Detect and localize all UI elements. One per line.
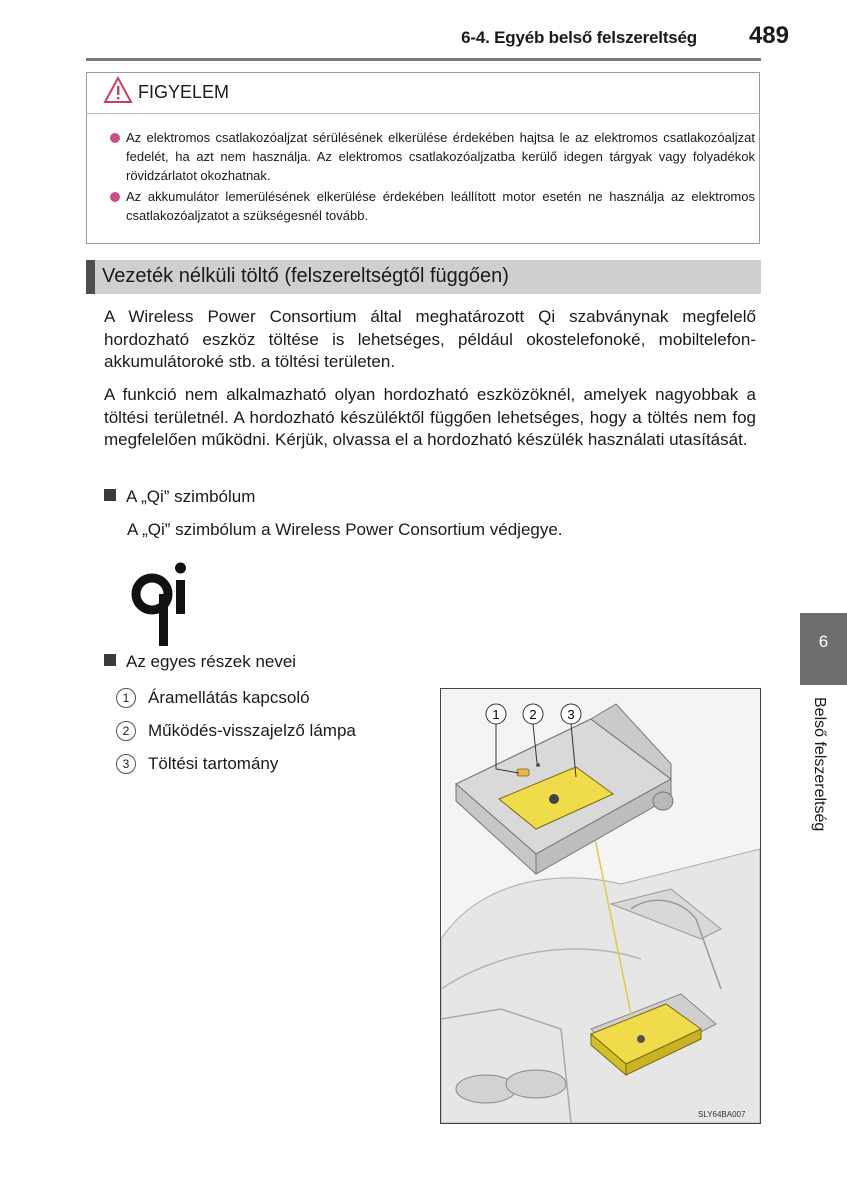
chapter-tab: 6 [800,613,847,685]
callout-number: 2 [116,721,136,741]
part-label: Működés-visszajelző lámpa [148,721,356,740]
callout-number: 3 [116,754,136,774]
warning-divider [86,113,760,114]
chapter-side-title: Belső felszereltség [811,697,828,832]
square-bullet-icon [104,489,116,501]
warning-triangle-icon [103,76,133,109]
running-header-section: 6-4. Egyéb belső felszereltség [461,28,697,47]
bullet-dot-icon [110,192,120,202]
warning-item [110,187,755,225]
bullet-dot-icon [110,133,120,143]
wireless-charger-illustration [440,688,761,1124]
warning-item-text: Az elektromos csatlakozóaljzat sérülésének elkerülése érdekében hajtsa le az elektromos csatlakozóaljzat fedelét, ha azt nem használja. Az elektromos csatlakozóaljzatba kerülő idegen tárgyak vagy folyadékok rövidzárlatot okozhatnak. [126,130,755,183]
body-paragraph: A Wireless Power Consortium által meghatározott Qi szabványnak megfelelő hordozható eszköz töltése is lehetséges, például okostelefonoké, mobiltelefon-akkumulátoroké stb. a töltési területen. [104,307,756,371]
part-list-item [116,721,356,741]
body-paragraph: A funkció nem alkalmazható olyan hordozható eszközöknél, amelyek nagyobbak a töltési területnél. A hordozható készüléktől függően lehetséges, hogy a töltés nem fog megfelelően működni. Kérjük, olvassa el a hordozható készülék használati utasítását. [104,385,756,449]
callout-number-1: 1 [492,707,500,722]
warning-label: FIGYELEM [138,82,230,102]
square-bullet-icon [104,654,116,666]
callout-number: 1 [116,688,136,708]
page-number: 489 [748,22,789,49]
part-list-item [116,688,310,708]
section-title: Vezeték nélküli töltő (felszereltségtől függően) [102,265,509,287]
part-label: Töltési tartomány [148,754,279,773]
warning-item-text: Az akkumulátor lemerülésének elkerülése érdekében leállított motor esetén ne használja az elektromos csatlakozóaljzatot a szükségesnél tovább. [126,189,755,223]
qi-symbol-description: A „Qi” szimbólum a Wireless Power Consortium védjegye. [127,520,563,539]
qi-symbol-heading-text: A „Qi” szimbólum [126,487,256,506]
figure-code: SLY64BA007 [698,1110,746,1119]
parts-heading-text: Az egyes részek nevei [126,652,297,671]
warning-item [110,128,755,185]
section-heading-accent [86,260,95,294]
header-rule [86,58,761,61]
qi-logo-icon [130,560,192,657]
qi-symbol-heading [104,487,255,507]
callout-number-2: 2 [529,707,537,722]
part-list-item [116,754,278,774]
parts-heading [104,652,296,672]
part-label: Áramellátás kapcsoló [148,688,310,707]
callout-number-3: 3 [567,707,575,722]
